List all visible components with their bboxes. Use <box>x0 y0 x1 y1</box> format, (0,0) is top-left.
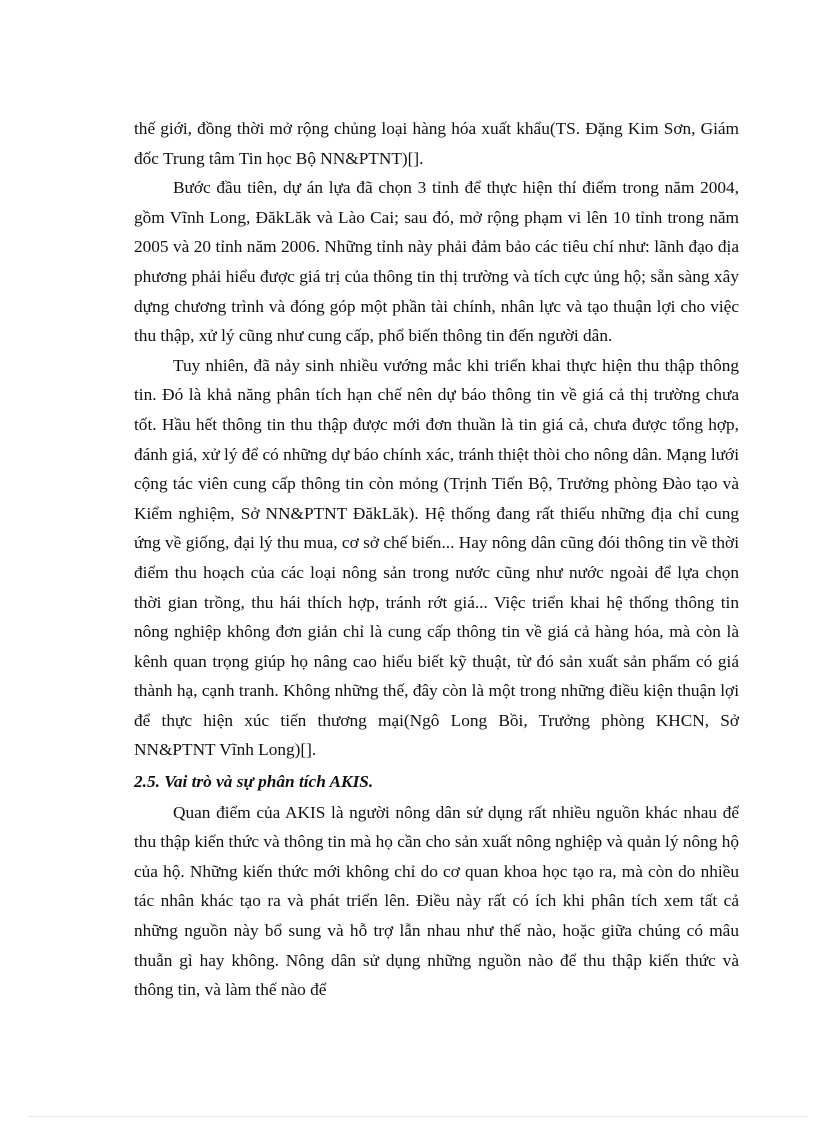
paragraph-challenges: Tuy nhiên, đã nảy sinh nhiều vướng mắc khi triển khai thực hiện thu thập thông tin. Đó là khả năng phân tích hạn chế nên dự báo thông tin về giá cả thị trường chưa tốt. Hầu hết thông tin thu thập được mới đơn thuần là tin giá cả, chưa được tổng hợp, đánh giá, xử lý để có những dự báo chính xác, tránh thiệt thòi cho nông dân. Mạng lưới cộng tác viên cung cấp thông tin còn mỏng (Trịnh Tiến Bộ, Trưởng phòng Đào tạo và Kiểm nghiệm, Sở NN&PTNT ĐăkLăk). Hệ thống đang rất thiếu những địa chỉ cung ứng về giống, đại lý thu mua, cơ sở chế biến... Hay nông dân cũng đói thông tin về thời điểm thu hoạch của các loại nông sản trong nước cũng như nước ngoài để lựa chọn thời gian trồng, thu hái thích hợp, tránh rớt giá... Việc triển khai hệ thống thông tin nông nghiệp không đơn giản chỉ là cung cấp thông tin về giá cả hàng hóa, mà còn là kênh quan trọng giúp họ nâng cao hiểu biết kỹ thuật, từ đó sản xuất sản phẩm có giá thành hạ, cạnh tranh. Không những thế, đây còn là một trong những điều kiện thuận lợi để thực hiện xúc tiến thương mại(Ngô Long Bồi, Trưởng phòng KHCN, Sở NN&PTNT Vĩnh Long)[]. <box>134 355 739 760</box>
paragraph-continuation: thế giới, đồng thời mở rộng chủng loại hàng hóa xuất khẩu(TS. Đặng Kim Sơn, Giám đốc Trung tâm Tin học Bộ NN&PTNT)[]. <box>134 119 739 168</box>
section-heading: 2.5. Vai trò và sự phân tích AKIS. <box>134 772 374 792</box>
document-body <box>134 114 739 1005</box>
paragraph-akis-view: Quan điểm của AKIS là người nông dân sử dụng rất nhiều nguồn khác nhau để thu thập kiến thức và thông tin mà họ cần cho sản xuất nông nghiệp và quản lý nông hộ của hộ. Những kiến thức mới không chỉ do cơ quan khoa học tạo ra, mà còn do nhiều tác nhân khác tạo ra và phát triển lên. Điều này rất có ích khi phân tích xem tất cả những nguồn này bổ sung và hỗ trợ lẫn nhau như thế nào, hoặc giữa chúng có mâu thuẫn gì hay không. Nông dân sử dụng những nguồn nào để thu thập kiến thức và thông tin, và làm thế nào để <box>134 802 739 1000</box>
page-bottom-divider <box>28 1116 808 1117</box>
paragraph-pilot-provinces: Bước đầu tiên, dự án lựa đã chọn 3 tỉnh để thực hiện thí điểm trong năm 2004, gồm Vĩnh Long, ĐăkLăk và Lào Cai; sau đó, mở rộng phạm vi lên 10 tỉnh trong năm 2005 và 20 tỉnh năm 2006. Những tỉnh này phải đảm bảo các tiêu chí như: lãnh đạo địa phương phải hiểu được giá trị của thông tin thị trường và tích cực ủng hộ; sẵn sàng xây dựng chương trình và đóng góp một phần tài chính, nhân lực và tạo thuận lợi cho việc thu thập, xử lý cũng như cung cấp, phổ biến thông tin đến người dân. <box>134 178 739 346</box>
